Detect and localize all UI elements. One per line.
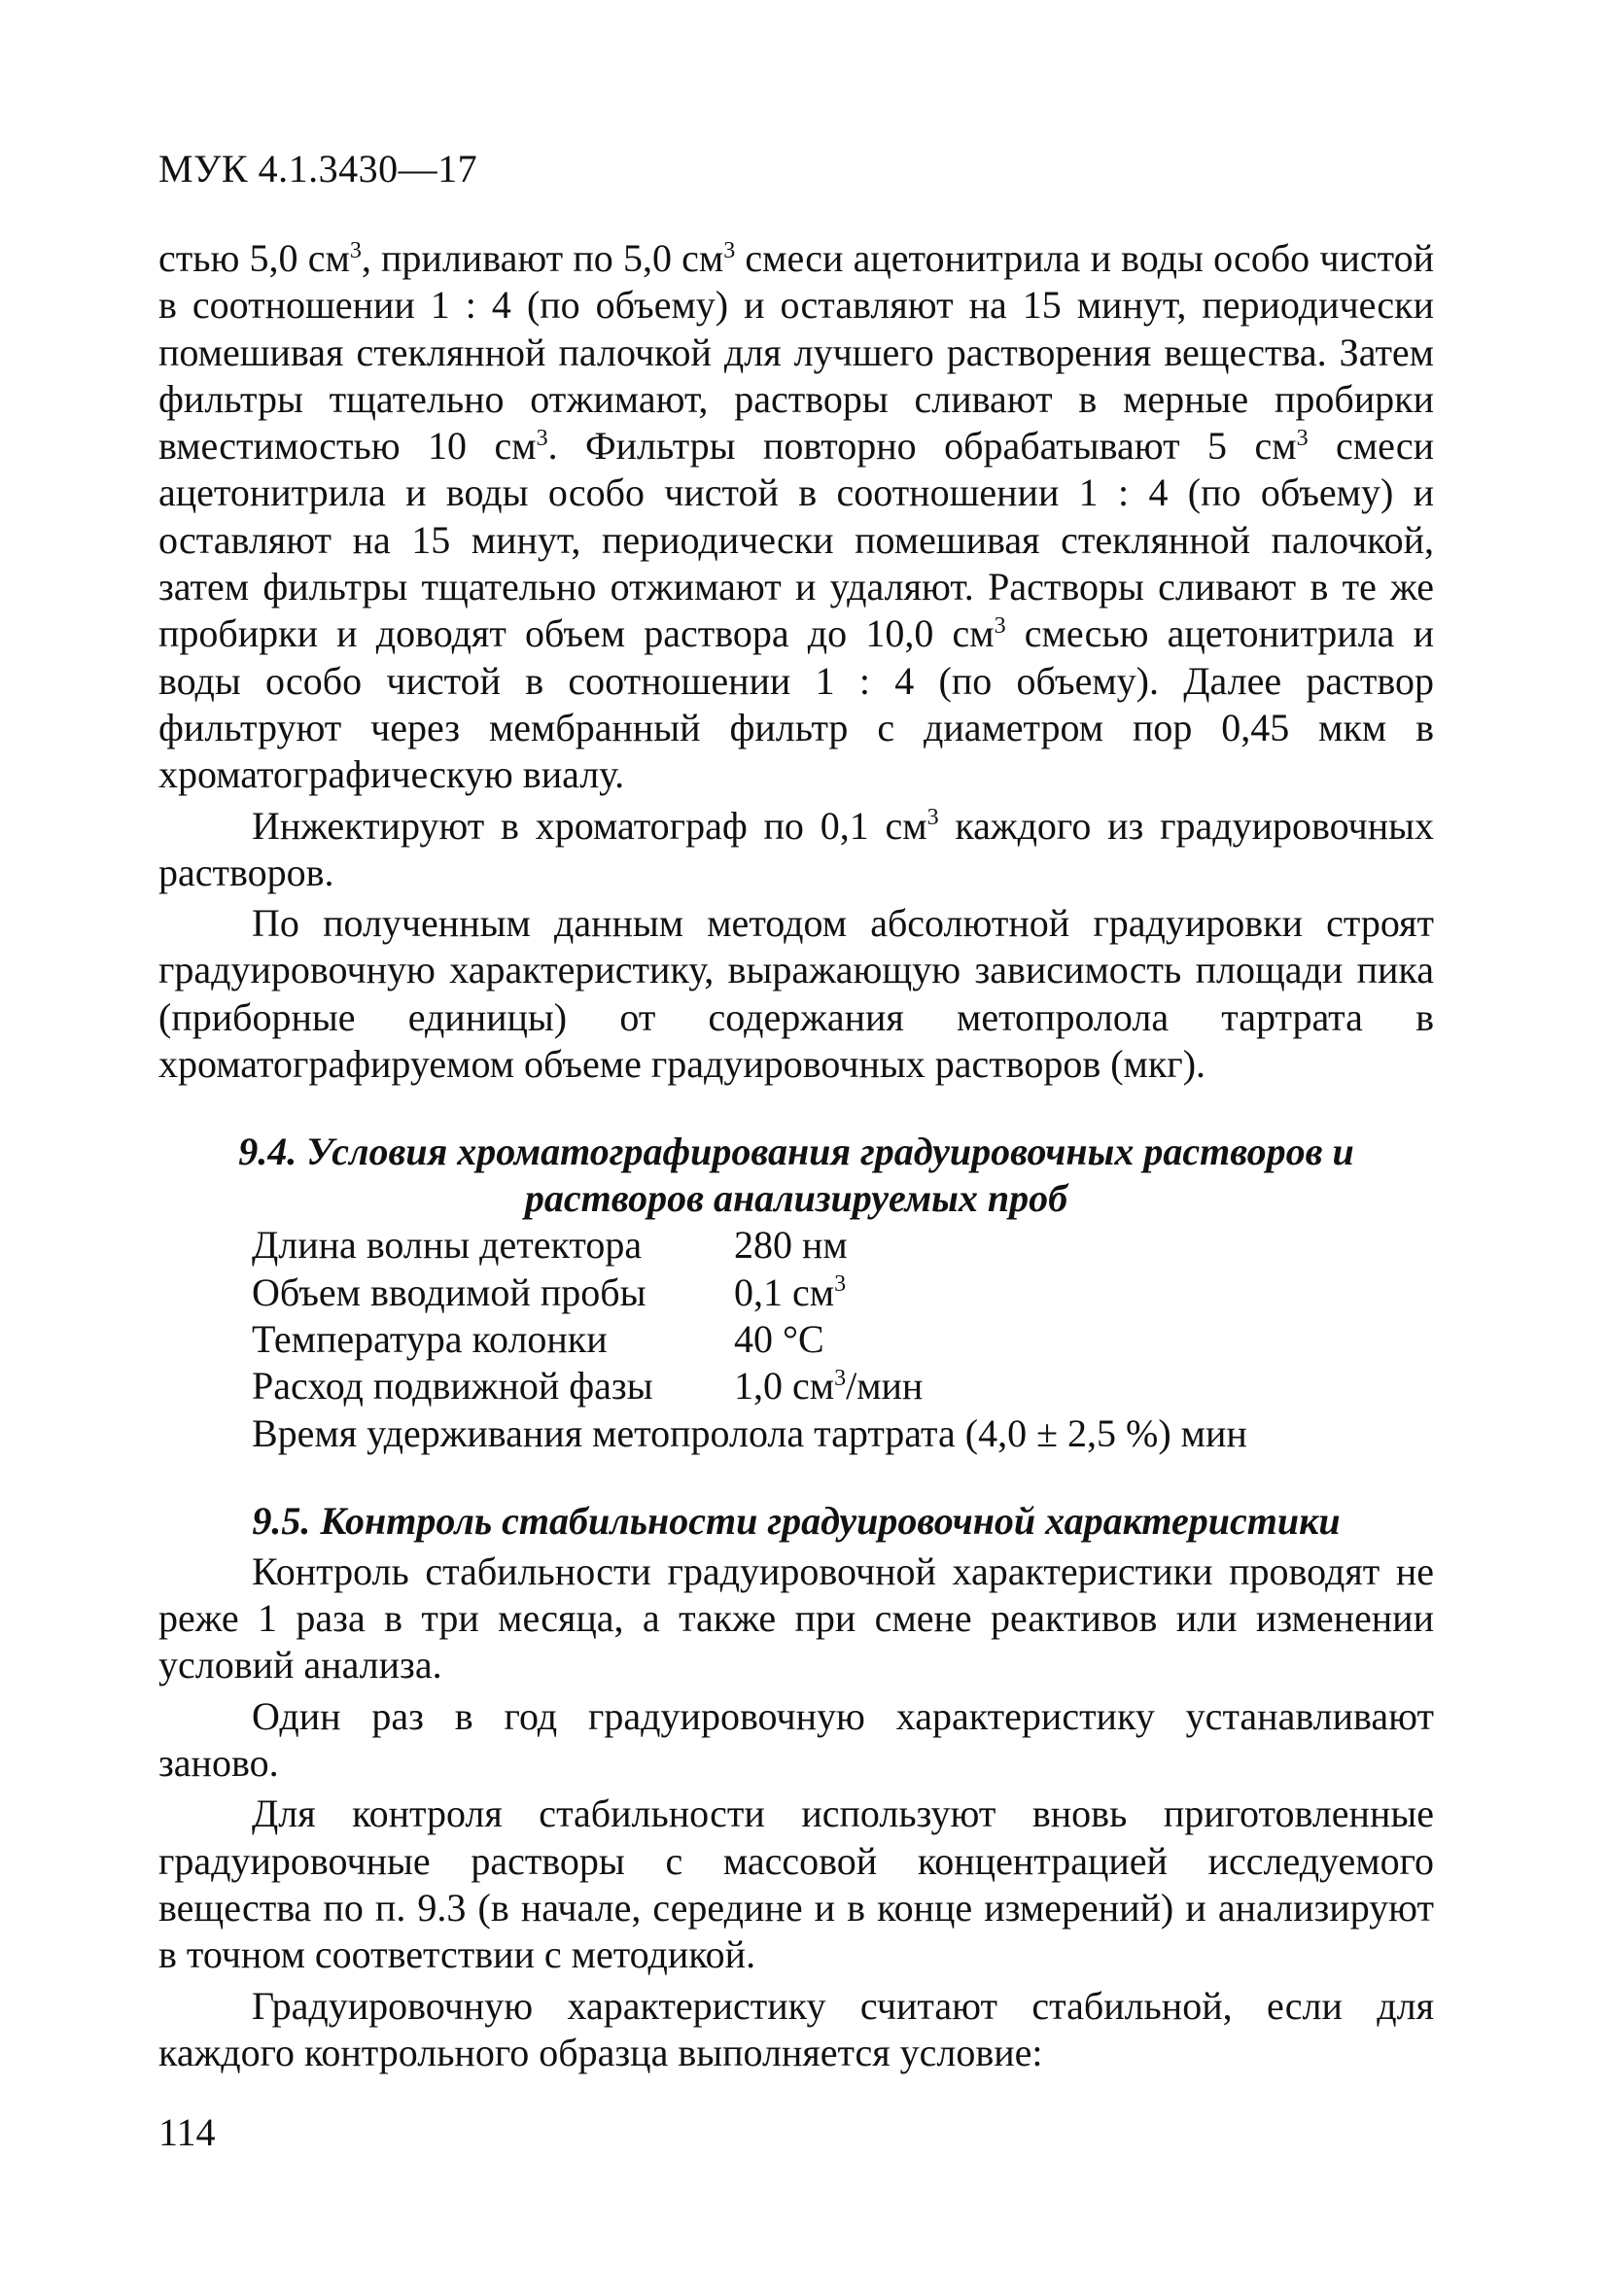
condition-row (252, 1270, 1434, 1316)
condition-value: 1,0 $см^3$/мин (734, 1364, 924, 1409)
condition-value: 280 нм (734, 1223, 848, 1268)
paragraph-stability-control: Контроль стабильности градуировочной характеристики проводят не реже 1 раза в три месяца, а также при смене реактивов или изменении условий анализа. (158, 1548, 1434, 1687)
condition-label: Объем вводимой пробы (252, 1270, 646, 1314)
retention-time-row (252, 1410, 1434, 1457)
page-number: 114 (158, 2110, 216, 2154)
document-code-header: МУК 4.1.3430—17 (158, 147, 478, 191)
paragraph-calibration-curve: По полученным данным методом абсолютной градуировки строят градуировочную характеристику, выражающую зависимость площади пика (приборные единицы) от содержания метопролола тартрата в хроматографируемом объеме градуировочных растворов (мкг). (158, 901, 1434, 1087)
paragraph-stability-condition: Градуировочную характеристику считают стабильной, если для каждого контрольного образца выполняется условие: (158, 1983, 1434, 2074)
condition-label: Температура колонки (252, 1316, 608, 1361)
condition-value: 40 °С (734, 1316, 824, 1361)
paragraph-annual-recalibration: Один раз в год градуировочную характеристику устанавливают заново. (158, 1693, 1434, 1786)
chromatography-conditions (252, 1222, 1434, 1456)
condition-row (252, 1316, 1434, 1363)
condition-row (252, 1222, 1434, 1269)
condition-label: Длина волны детектора (252, 1223, 643, 1268)
paragraph-injection: Инжектируют в хроматограф по 0,1 $см^3$ каждого из градуировочных растворов. (158, 803, 1434, 894)
paragraph-control-solutions: Для контроля стабильности используют вновь приготовленные градуировочные растворы с массовой концентрацией исследуемого вещества по п. 9.3 (в начале, середине и в конце измерений) и анализируют в точном соответствии с методикой. (158, 1792, 1434, 1977)
condition-row (252, 1363, 1434, 1409)
condition-label: Расход подвижной фазы (252, 1364, 653, 1409)
section-9-5-heading: 9.5. Контроль стабильности градуировочной характеристики (252, 1498, 1341, 1543)
condition-value: 0,1 $см^3$ (734, 1270, 847, 1314)
section-9-4-heading: 9.4. Условия хроматографирования градуировочных растворов и растворов анализируемых проб (238, 1130, 1354, 1221)
paragraph-sample-preparation: стью 5,0 $см^3$, приливают по 5,0 $см^3$ смеси ацетонитрила и воды особо чистой в соотношении 1 : 4 (по объему) и оставляют на 15 минут, периодически помешивая стеклянной палочкой для лучшего растворения вещества. Затем фильтры тщательно отжимают, растворы сливают в мерные пробирки вместимостью 10 $см^3$. Фильтры повторно обрабатывают 5 $см^3$ смеси ацетонитрила и воды особо чистой в соотношении 1 : 4 (по объему) и оставляют на 15 минут, периодически помешивая стеклянной палочкой, затем фильтры тщательно отжимают и удаляют. Растворы сливают в те же пробирки и доводят объем раствора до 10,0 $см^3$ смесью ацетонитрила и воды особо чистой в соотношении 1 : 4 (по объему). Далее раствор фильтруют через мембранный фильтр с диаметром пор 0,45 мкм в хроматографическую виалу. (158, 236, 1435, 797)
retention-time: Время удерживания метопролола тартрата (4,0 ± 2,5 %) мин (252, 1410, 1247, 1455)
page-body (158, 235, 1434, 2076)
